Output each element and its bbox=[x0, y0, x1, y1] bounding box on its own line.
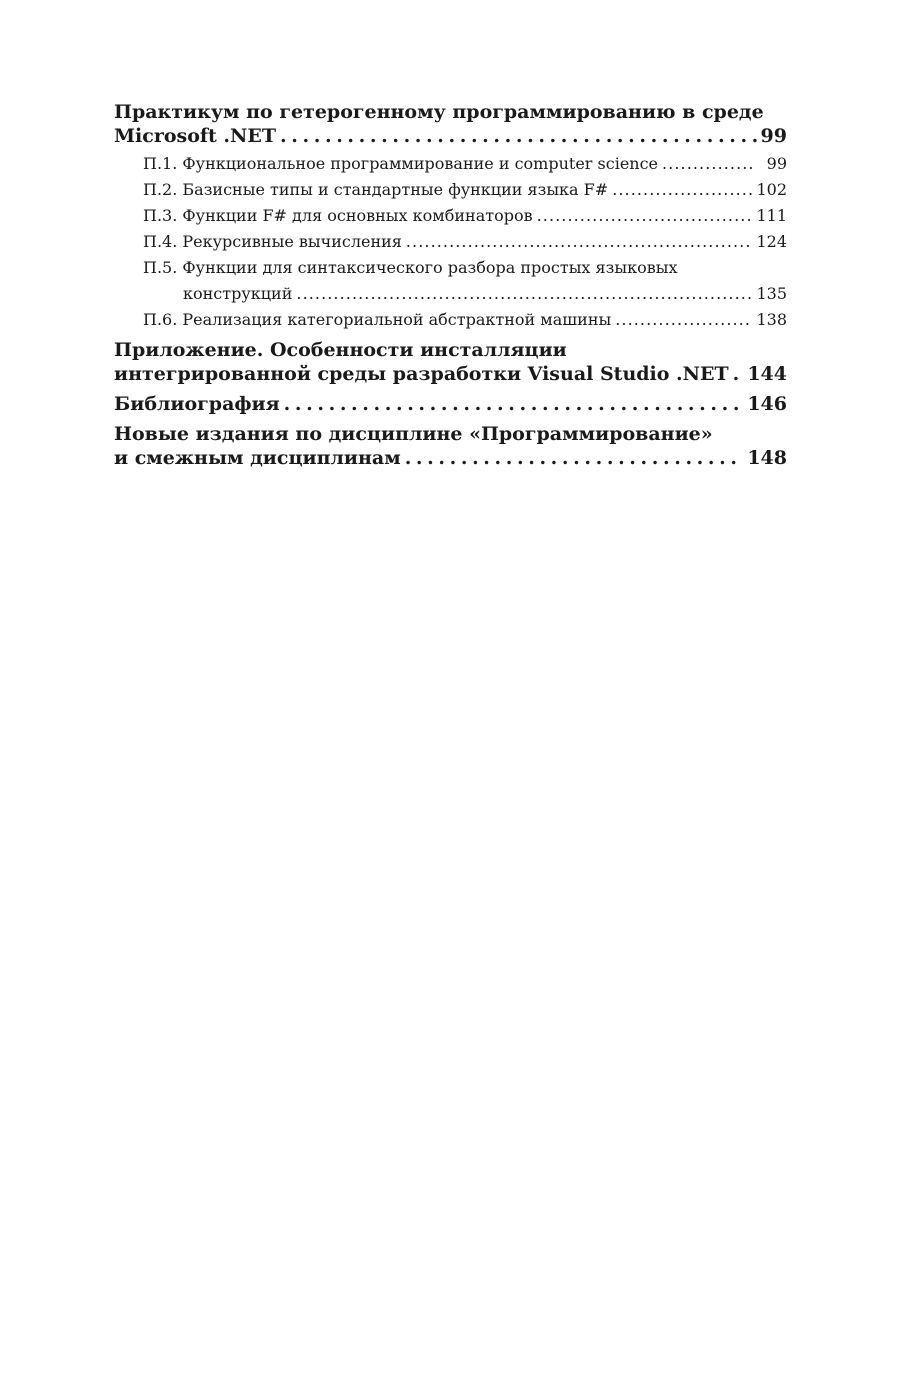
toc-subentry-p4[interactable] bbox=[114, 229, 787, 255]
dot-leader bbox=[733, 362, 744, 386]
toc-page-number: 148 bbox=[747, 447, 787, 469]
toc-entry-appendix[interactable] bbox=[114, 338, 787, 386]
toc-entry-bibliography[interactable] bbox=[114, 392, 787, 416]
toc-page-number: 135 bbox=[756, 284, 787, 303]
toc-entry-title-continued: интегрированной среды разработки Visual Studio .NET bbox=[114, 363, 729, 385]
toc-subentry-title: П.3. Функции F# для основных комбинаторов bbox=[143, 206, 533, 225]
dot-leader bbox=[615, 307, 752, 333]
toc-page-number: 124 bbox=[756, 232, 787, 251]
toc-entry-title-continued: Microsoft .NET bbox=[114, 125, 277, 147]
table-of-contents bbox=[114, 100, 787, 470]
toc-entry-title: Приложение. Особенности инсталляции bbox=[114, 339, 567, 361]
toc-entry-title: Практикум по гетерогенному программированию в среде bbox=[114, 101, 764, 123]
dot-leader bbox=[284, 392, 744, 416]
toc-entry-practicum[interactable] bbox=[114, 100, 787, 148]
dot-leader bbox=[405, 446, 744, 470]
toc-subentry-title: П.1. Функциональное программирование и computer science bbox=[143, 154, 659, 173]
toc-entry-title-continued: и смежным дисциплинам bbox=[114, 447, 401, 469]
toc-page-number: 146 bbox=[747, 393, 787, 415]
toc-entry-title: Библиография bbox=[114, 393, 280, 415]
toc-entry-new-editions[interactable] bbox=[114, 422, 787, 470]
dot-leader bbox=[662, 151, 753, 177]
dot-leader bbox=[537, 203, 753, 229]
dot-leader bbox=[280, 124, 757, 148]
toc-subentry-title: П.5. Функции для синтаксического разбора простых языковых bbox=[143, 258, 678, 277]
toc-subentry-title: П.4. Рекурсивные вычисления bbox=[143, 232, 402, 251]
toc-page-number: 111 bbox=[756, 206, 787, 225]
toc-subentry-title-continued: конструкций bbox=[183, 284, 293, 303]
toc-subentry-p6[interactable] bbox=[114, 307, 787, 333]
toc-subentry-p3[interactable] bbox=[114, 203, 787, 229]
dot-leader bbox=[296, 281, 752, 307]
toc-page-number: 102 bbox=[756, 180, 787, 199]
toc-subentry-p5[interactable] bbox=[114, 255, 787, 307]
toc-subentry-p2[interactable] bbox=[114, 177, 787, 203]
dot-leader bbox=[406, 229, 753, 255]
dot-leader bbox=[612, 177, 752, 203]
toc-subentry-title: П.6. Реализация категориальной абстрактной машины bbox=[143, 310, 612, 329]
toc-subentry-p1[interactable] bbox=[114, 151, 787, 177]
toc-page-number: 99 bbox=[766, 154, 787, 173]
toc-page-number: 99 bbox=[760, 125, 787, 147]
toc-page-number: 144 bbox=[747, 363, 787, 385]
toc-subentry-title: П.2. Базисные типы и стандартные функции языка F# bbox=[143, 180, 609, 199]
toc-page-number: 138 bbox=[756, 310, 787, 329]
toc-entry-title: Новые издания по дисциплине «Программирование» bbox=[114, 423, 713, 445]
